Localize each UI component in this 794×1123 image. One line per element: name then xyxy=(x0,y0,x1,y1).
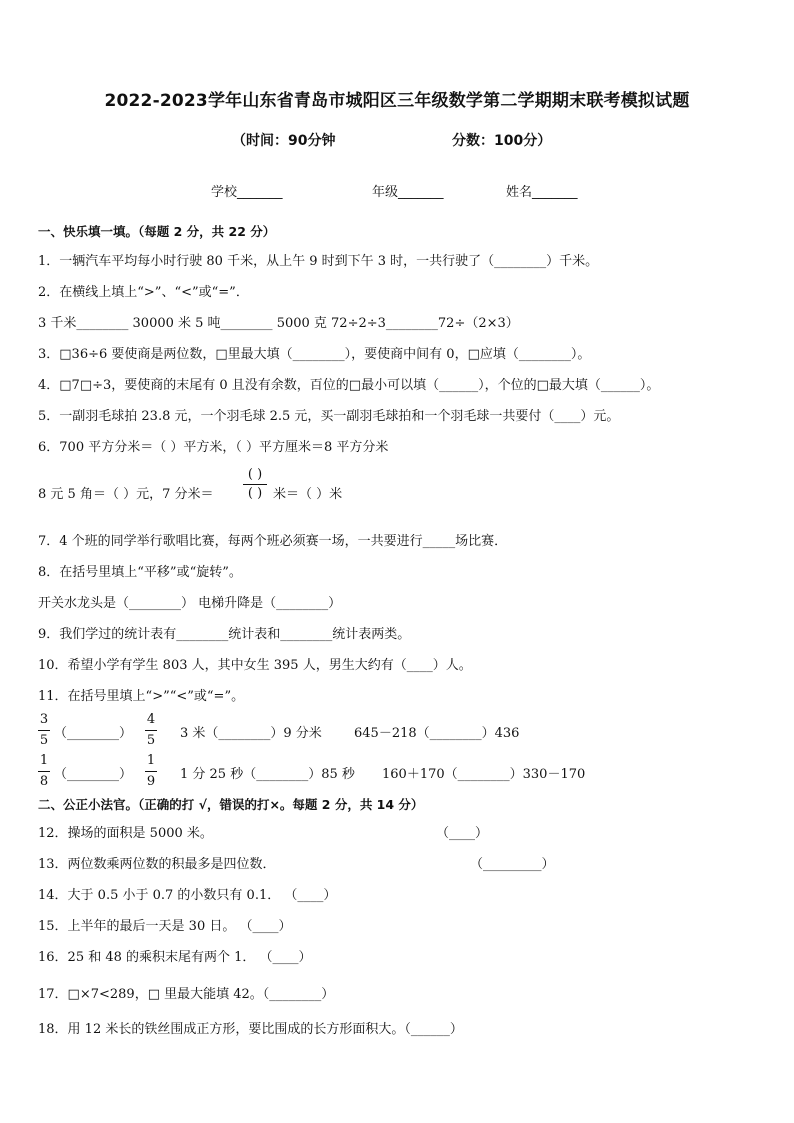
fraction-numerator: 1 xyxy=(39,753,49,768)
fraction-1-8 xyxy=(38,753,50,790)
question-11-row1-b: 3 米（________）9 分米 xyxy=(180,726,322,741)
question-14: 14．大于 0.5 小于 0.7 的小数只有 0.1． （____） xyxy=(38,888,337,903)
fraction-denominator: 8 xyxy=(39,774,49,789)
question-12-blank: （____） xyxy=(436,826,489,841)
question-6-part-b-left: 8 元 5 角＝（ ）元，7 分米＝ xyxy=(38,487,214,502)
blank-row2: （________） xyxy=(54,767,133,782)
fraction-numerator: 4 xyxy=(146,712,156,727)
question-10: 10．希望小学有学生 803 人，其中女生 395 人，男生大约有（____）人。 xyxy=(38,658,472,673)
fraction-bar xyxy=(243,484,267,485)
exam-score: 分数：100分） xyxy=(452,133,552,149)
fraction-3-5 xyxy=(38,712,50,749)
name-field: 姓名_______ xyxy=(506,185,578,200)
question-18: 18．用 12 米长的铁丝围成正方形，要比围成的长方形面积大。（______） xyxy=(38,1022,463,1037)
fraction-denominator: 5 xyxy=(39,733,49,748)
question-8-items: 开关水龙头是（________） 电梯升降是（________） xyxy=(38,596,342,611)
question-12: 12．操场的面积是 5000 米。 xyxy=(38,826,213,841)
question-11-row2-b: 1 分 25 秒（________）85 秒 xyxy=(180,767,355,782)
question-8: 8．在括号里填上“平移”或“旋转”。 xyxy=(38,565,242,580)
page-title: 2022-2023学年山东省青岛市城阳区三年级数学第二学期期末联考模拟试题 xyxy=(104,91,690,111)
fraction-numerator: 1 xyxy=(146,753,156,768)
fraction-1-9 xyxy=(145,753,157,790)
fraction-numerator: 3 xyxy=(39,712,49,727)
grade-field: 年级_______ xyxy=(372,185,444,200)
question-15: 15．上半年的最后一天是 30 日。 （____） xyxy=(38,919,292,934)
blank-row1: （________） xyxy=(54,726,133,741)
question-7: 7．4 个班的同学举行歌唱比赛，每两个班必须赛一场，一共要进行_____场比赛． xyxy=(38,534,508,549)
question-16: 16．25 和 48 的乘积末尾有两个 1． （____） xyxy=(38,950,312,965)
question-9: 9．我们学过的统计表有________统计表和________统计表两类。 xyxy=(38,627,411,642)
question-17: 17．□×7<289，□ 里最大能填 42。（________） xyxy=(38,987,335,1002)
question-13: 13．两位数乘两位数的积最多是四位数． xyxy=(38,857,276,872)
question-6: 6．700 平方分米＝（ ）平方米，（ ）平方厘米＝8 平方分米 xyxy=(38,440,389,455)
section-2-heading: 二、公正小法官。（正确的打 √，错误的打×。每题 2 分，共 14 分） xyxy=(38,797,424,812)
question-4: 4．□7□÷3，要使商的末尾有 0 且没有余数，百位的□最小可以填（______），个位的□最大填（______）。 xyxy=(38,378,660,393)
question-3: 3．□36÷6 要使商是两位数，□里最大填（________），要使商中间有 0，□应填（________）。 xyxy=(38,347,591,362)
fraction-denominator: ( ) xyxy=(247,486,263,501)
fraction-bar xyxy=(38,771,50,772)
question-5: 5．一副羽毛球拍 23.8 元，一个羽毛球 2.5 元，买一副羽毛球拍和一个羽毛球一共要付（____）元。 xyxy=(38,409,620,424)
question-1: 1．一辆汽车平均每小时行驶 80 千米，从上午 9 时到下午 3 时，一共行驶了（________）千米。 xyxy=(38,254,599,269)
question-6-fraction xyxy=(243,467,267,502)
fraction-bar xyxy=(145,730,157,731)
question-2-items: 3 千米________ 30000 米 5 吨________ 5000 克 72÷2÷3________72÷（2×3） xyxy=(38,316,519,331)
question-11-row2-c: 160＋170（________）330－170 xyxy=(382,767,586,782)
fraction-bar xyxy=(145,771,157,772)
question-13-blank: （_________） xyxy=(470,857,555,872)
fraction-4-5 xyxy=(145,712,157,749)
fraction-denominator: 5 xyxy=(146,733,156,748)
fraction-denominator: 9 xyxy=(146,774,156,789)
exam-time: （时间：90分钟 xyxy=(232,133,336,149)
fraction-numerator: ( ) xyxy=(247,467,263,482)
question-11: 11．在括号里填上“>”“<”或“=”。 xyxy=(38,689,245,704)
question-2: 2．在横线上填上“>”、“<”或“=”． xyxy=(38,285,249,300)
question-6-part-b-right: 米＝（ ）米 xyxy=(273,487,343,502)
fraction-bar xyxy=(38,730,50,731)
school-field: 学校_______ xyxy=(211,185,283,200)
section-1-heading: 一、快乐填一填。（每题 2 分，共 22 分） xyxy=(38,224,276,239)
question-11-row1-c: 645－218（________）436 xyxy=(354,726,520,741)
